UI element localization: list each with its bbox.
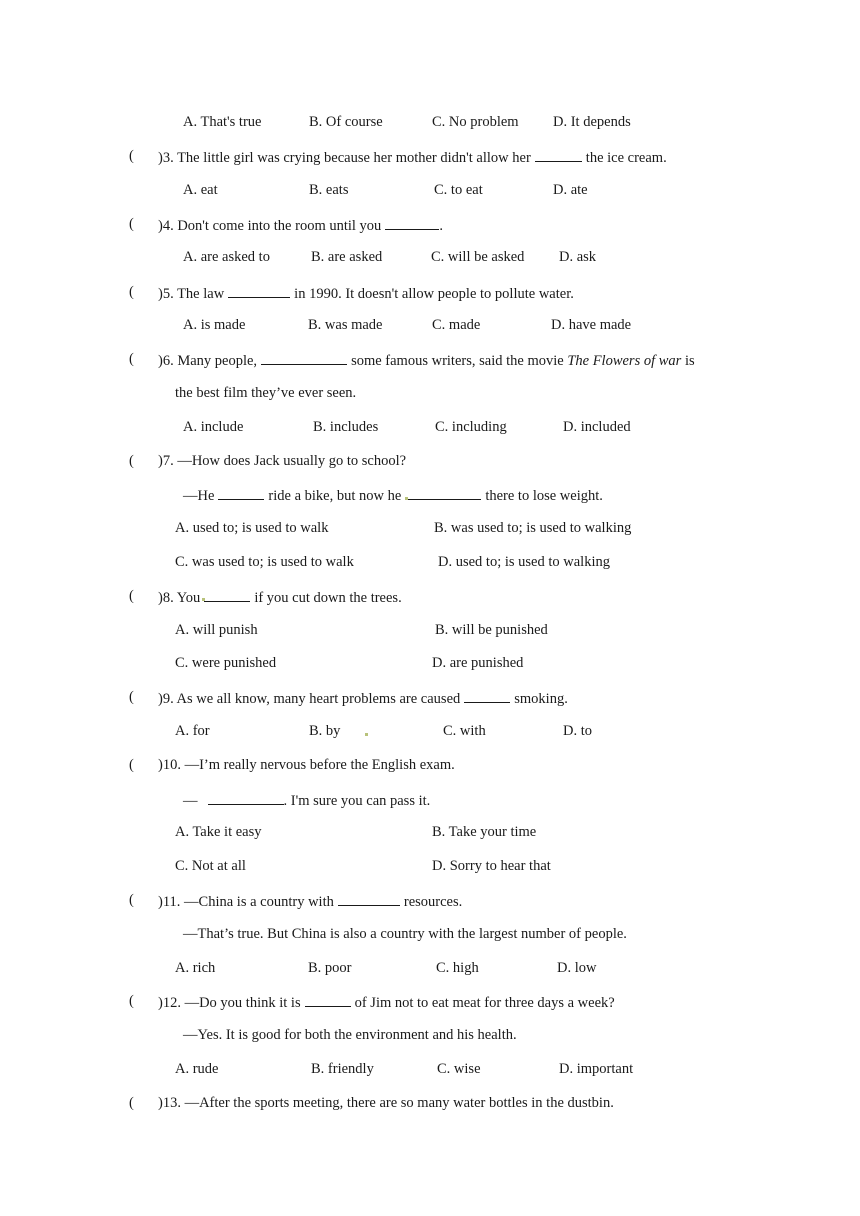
q12-stem-end: of Jim not to eat meat for three days a week? xyxy=(354,995,615,1011)
q10-blank[interactable] xyxy=(208,790,284,805)
q8-question xyxy=(158,587,402,607)
q11-response: —That’s true. But China is also a country with the largest number of people. xyxy=(183,926,627,942)
q2-option-a: A. That's true xyxy=(183,114,262,130)
q9-option-c: C. with xyxy=(443,723,486,739)
q8-stem: )8. You xyxy=(158,590,201,606)
q11-stem: )11. —China is a country with xyxy=(158,894,334,910)
scan-speck xyxy=(405,497,408,500)
q11-blank[interactable] xyxy=(338,891,400,906)
q3-option-b: B. eats xyxy=(309,182,349,198)
q12-answer-paren[interactable]: ( xyxy=(129,993,134,1009)
q8-stem-end: if you cut down the trees. xyxy=(254,590,402,606)
q6-stem: )6. Many people, xyxy=(158,353,258,369)
q4-option-a: A. are asked to xyxy=(183,249,270,265)
q13-question: )13. —After the sports meeting, there are so many water bottles in the dustbin. xyxy=(158,1095,614,1111)
q9-stem: )9. As we all know, many heart problems are caused xyxy=(158,691,461,707)
q3-stem: )3. The little girl was crying because her mother didn't allow her xyxy=(158,150,531,166)
q6-movie-title: The Flowers of war xyxy=(567,353,682,369)
q7-blank-2[interactable] xyxy=(405,485,481,500)
q4-stem: )4. Don't come into the room until you xyxy=(158,218,382,234)
q5-option-d: D. have made xyxy=(551,317,632,333)
q4-blank[interactable] xyxy=(385,215,439,230)
q6-option-c: C. including xyxy=(435,419,507,435)
q10-answer-paren[interactable]: ( xyxy=(129,757,134,773)
q2-option-b: B. Of course xyxy=(309,114,383,130)
q6-option-a: A. include xyxy=(183,419,244,435)
q2-option-d: D. It depends xyxy=(553,114,631,130)
q8-option-d: D. are punished xyxy=(432,655,524,671)
q7-blank-1[interactable] xyxy=(218,485,264,500)
q10-option-b: B. Take your time xyxy=(432,824,537,840)
q5-blank[interactable] xyxy=(228,283,290,298)
q7-option-d: D. used to; is used to walking xyxy=(438,554,610,570)
q5-option-b: B. was made xyxy=(308,317,383,333)
q9-stem-end: smoking. xyxy=(514,691,568,707)
q3-question xyxy=(158,147,667,167)
q12-option-d: D. important xyxy=(559,1061,634,1077)
q4-option-c: C. will be asked xyxy=(431,249,525,265)
q6-answer-paren[interactable]: ( xyxy=(129,351,134,367)
q12-response: —Yes. It is good for both the environment and his health. xyxy=(183,1027,517,1043)
q4-option-b: B. are asked xyxy=(311,249,383,265)
q11-option-a: A. rich xyxy=(175,960,216,976)
q5-question xyxy=(158,283,574,303)
q12-blank[interactable] xyxy=(305,992,351,1007)
q4-option-d: D. ask xyxy=(559,249,597,265)
q11-question xyxy=(158,891,462,911)
q8-option-a: A. will punish xyxy=(175,622,258,638)
q3-stem-end: the ice cream. xyxy=(585,150,667,166)
q10-option-d: D. Sorry to hear that xyxy=(432,858,551,874)
q11-option-b: B. poor xyxy=(308,960,352,976)
q5-option-a: A. is made xyxy=(183,317,246,333)
q7-option-b: B. was used to; is used to walking xyxy=(434,520,632,536)
q7-answer-paren[interactable]: ( xyxy=(129,453,134,469)
q9-answer-paren[interactable]: ( xyxy=(129,689,134,705)
q9-question xyxy=(158,688,568,708)
q9-option-b: B. by xyxy=(309,723,341,739)
q10-response xyxy=(183,790,430,810)
q7-response-end: there to lose weight. xyxy=(485,488,603,504)
q10-question: )10. —I’m really nervous before the English exam. xyxy=(158,757,455,773)
q9-blank[interactable] xyxy=(464,688,510,703)
q13-answer-paren[interactable]: ( xyxy=(129,1095,134,1111)
q6-option-d: D. included xyxy=(563,419,631,435)
q5-answer-paren[interactable]: ( xyxy=(129,284,134,300)
q4-stem-end: . xyxy=(439,218,443,234)
q6-option-b: B. includes xyxy=(313,419,379,435)
q5-option-c: C. made xyxy=(432,317,481,333)
q5-stem: )5. The law xyxy=(158,286,225,302)
q10-response-start: — xyxy=(183,793,198,809)
q3-answer-paren[interactable]: ( xyxy=(129,148,134,164)
q3-option-d: D. ate xyxy=(553,182,588,198)
q11-option-d: D. low xyxy=(557,960,597,976)
q11-stem-end: resources. xyxy=(403,894,463,910)
q2-option-c: C. No problem xyxy=(432,114,519,130)
q7-response-start: —He xyxy=(183,488,215,504)
scan-speck xyxy=(365,733,368,736)
q3-option-a: A. eat xyxy=(183,182,218,198)
q12-option-c: C. wise xyxy=(437,1061,481,1077)
q4-question xyxy=(158,215,443,235)
q3-option-c: C. to eat xyxy=(434,182,483,198)
q9-option-d: D. to xyxy=(563,723,592,739)
q10-option-c: C. Not at all xyxy=(175,858,246,874)
q9-option-a: A. for xyxy=(175,723,210,739)
q6-blank[interactable] xyxy=(261,350,347,365)
q6-stem-mid: some famous writers, said the movie xyxy=(351,353,564,369)
q6-question-line2: the best film they’ve ever seen. xyxy=(175,385,357,401)
q3-blank[interactable] xyxy=(535,147,582,162)
q7-option-a: A. used to; is used to walk xyxy=(175,520,329,536)
q11-answer-paren[interactable]: ( xyxy=(129,892,134,908)
q8-answer-paren[interactable]: ( xyxy=(129,588,134,604)
q7-response-mid: ride a bike, but now he xyxy=(268,488,402,504)
q7-option-c: C. was used to; is used to walk xyxy=(175,554,354,570)
q10-option-a: A. Take it easy xyxy=(175,824,262,840)
q12-question xyxy=(158,992,615,1012)
q8-blank[interactable] xyxy=(204,587,250,602)
q11-option-c: C. high xyxy=(436,960,479,976)
q7-response xyxy=(183,485,603,505)
q12-stem: )12. —Do you think it is xyxy=(158,995,301,1011)
q5-stem-end: in 1990. It doesn't allow people to pollute water. xyxy=(294,286,574,302)
q8-option-c: C. were punished xyxy=(175,655,277,671)
q7-question: )7. —How does Jack usually go to school? xyxy=(158,453,407,469)
scan-speck xyxy=(202,598,205,601)
q6-question xyxy=(158,350,695,370)
q10-response-end: . I'm sure you can pass it. xyxy=(283,793,431,809)
q12-option-a: A. rude xyxy=(175,1061,219,1077)
q8-option-b: B. will be punished xyxy=(435,622,548,638)
q6-stem-end: is xyxy=(684,353,695,369)
q12-option-b: B. friendly xyxy=(311,1061,374,1077)
q4-answer-paren[interactable]: ( xyxy=(129,216,134,232)
